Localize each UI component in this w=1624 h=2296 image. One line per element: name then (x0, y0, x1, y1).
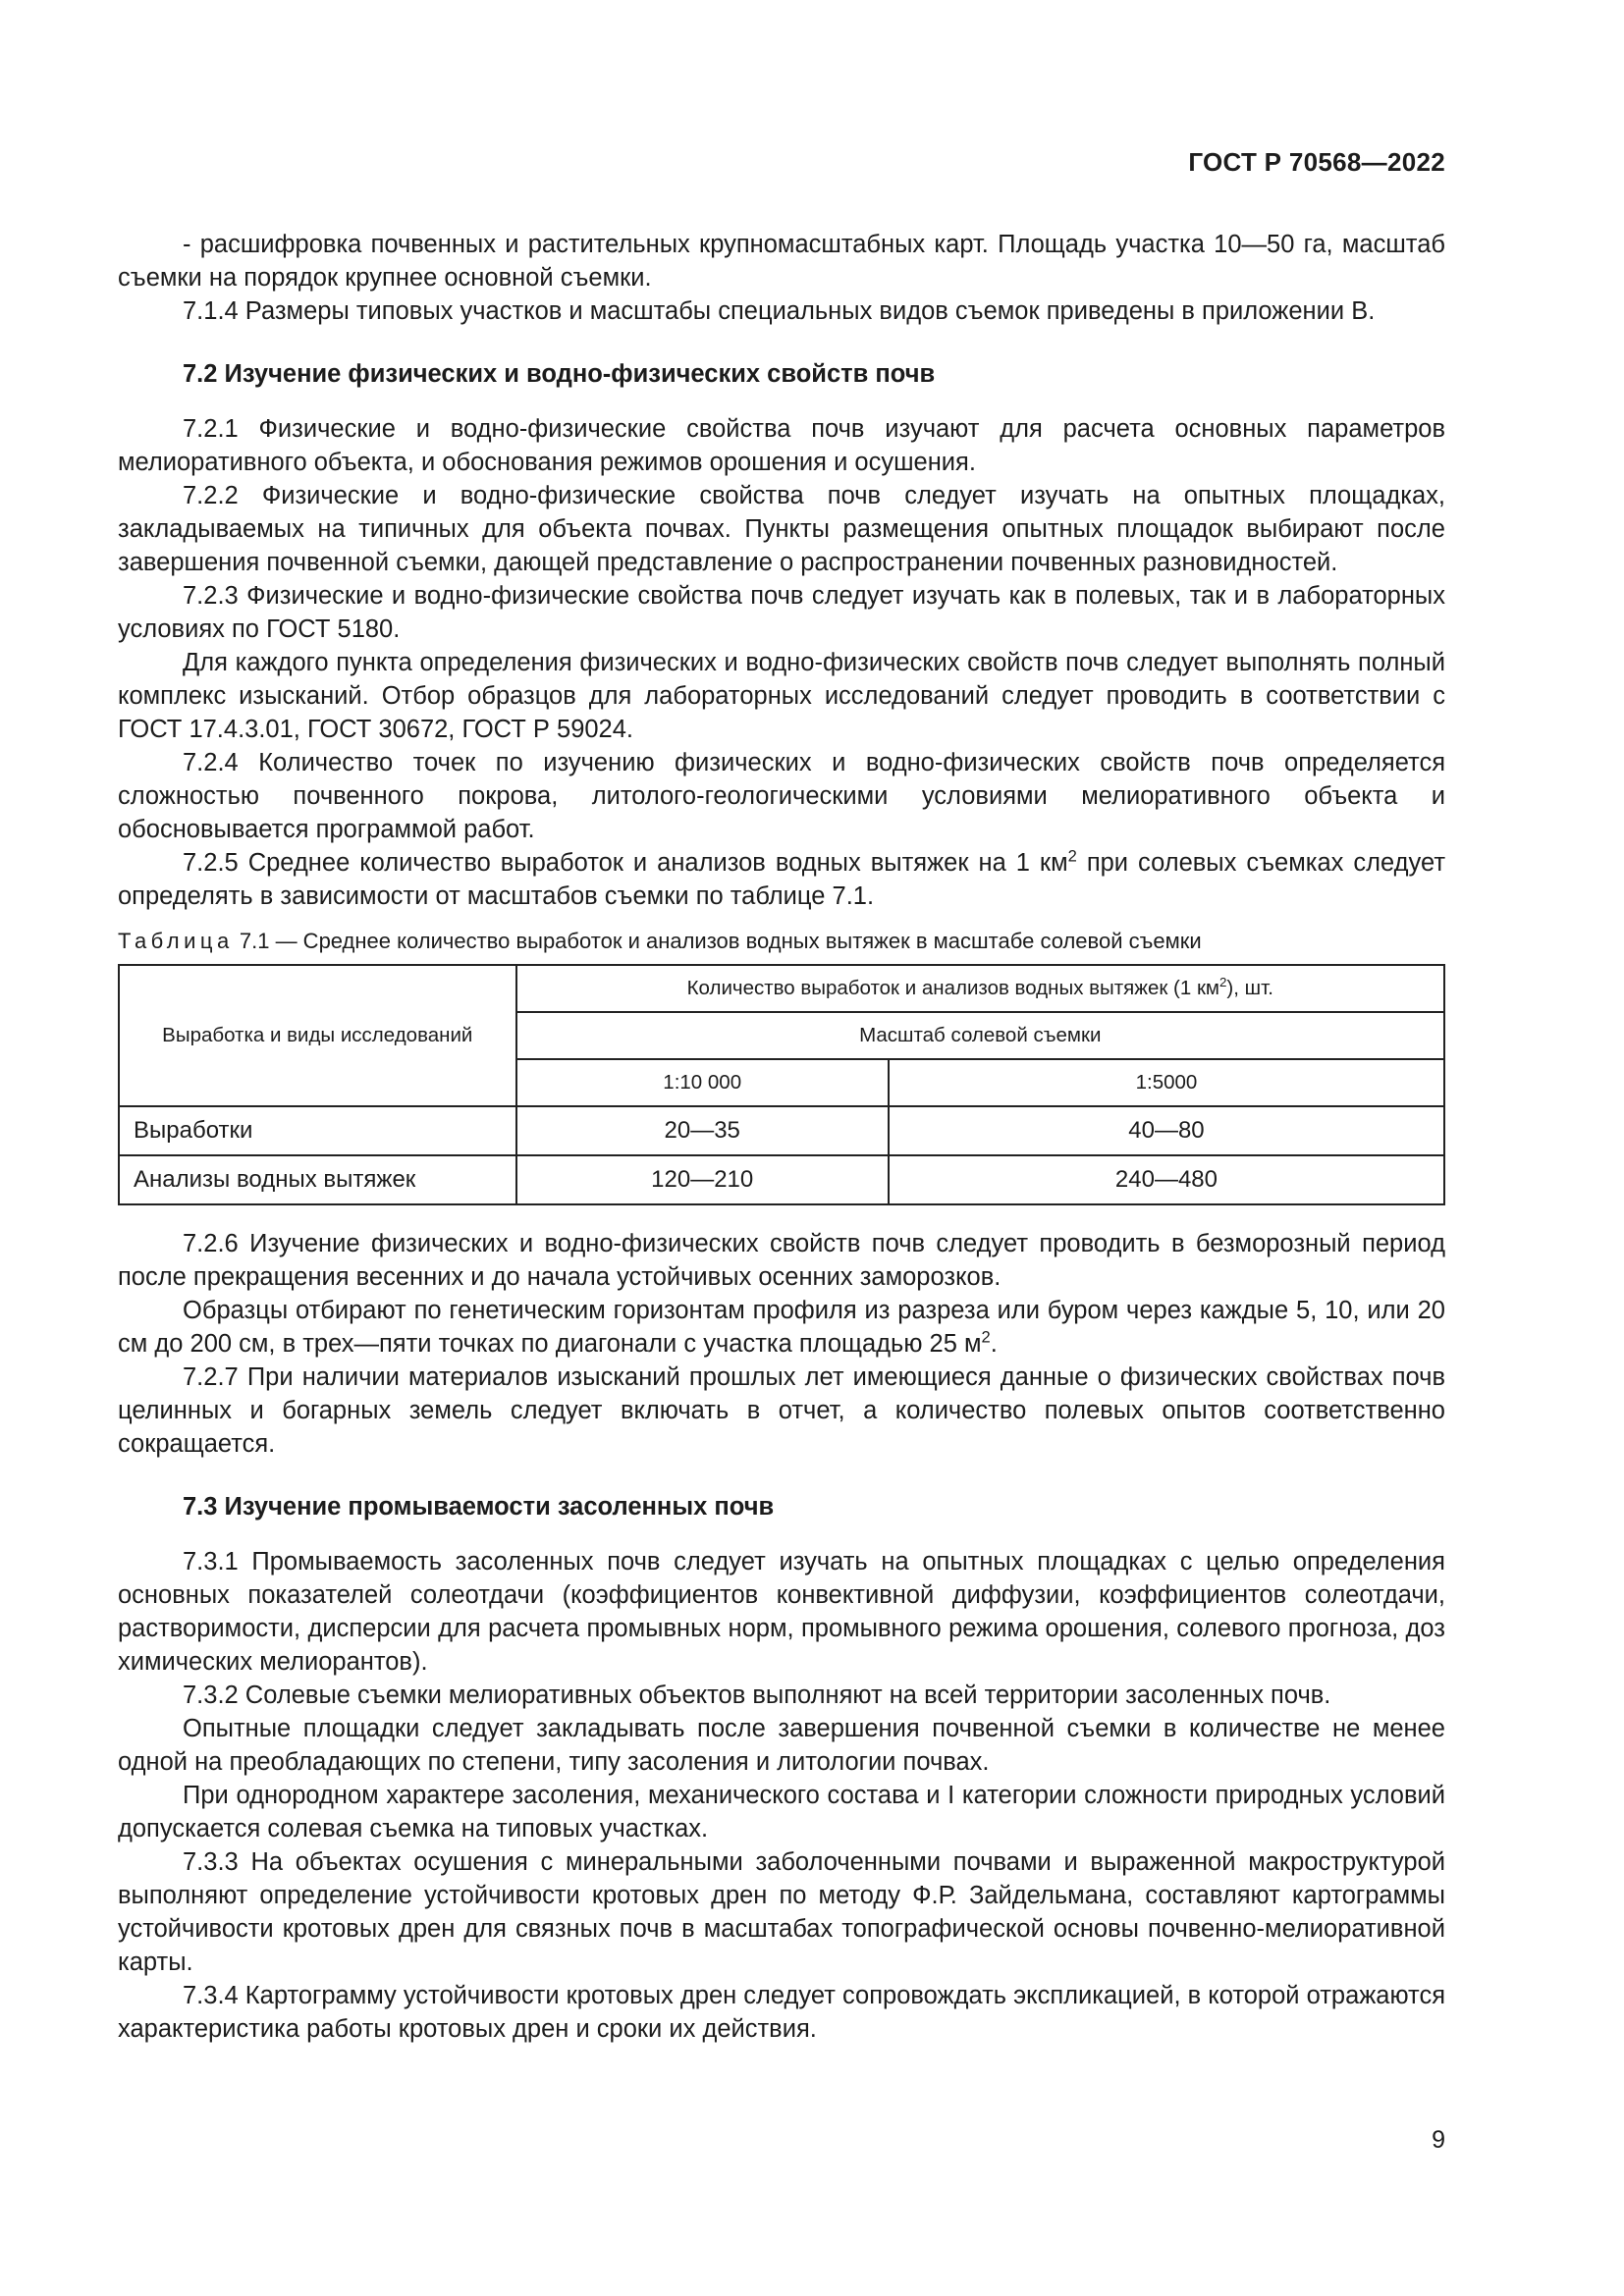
table-header-scale-1: 1:10 000 (516, 1059, 889, 1106)
page-number: 9 (1432, 2126, 1445, 2154)
paragraph: 7.3.2 Солевые съемки мелиоративных объектов выполняют на всей территории засоленных почв. (183, 1682, 1331, 1709)
text-run: Количество выработок и анализов водных вытяжек (1 км (686, 977, 1220, 999)
section-heading-7-2: 7.2 Изучение физических и водно-физических свойств почв (183, 360, 936, 388)
table-header-work-type: Выработка и виды исследований (119, 965, 516, 1106)
paragraph: 7.2.7 При наличии материалов изысканий прошлых лет имеющиеся данные о физических свойствах почв целинных и богарных земель следует включать в отчет, а количество полевых опытов соответственно сокращается. (118, 1363, 1445, 1458)
paragraph: 7.3.4 Картограмму устойчивости кротовых дрен следует сопровождать экспликацией, в которой отражаются характеристика работы кротовых дрен и сроки их действия. (118, 1982, 1446, 2043)
paragraph: 7.2.1 Физические и водно-физические свойства почв изучают для расчета основных параметров мелиоративного объекта, и обоснования режимов орошения и осушения. (118, 415, 1445, 476)
paragraph: 7.1.4 Размеры типовых участков и масштабы специальных видов съемок приведены в приложении В. (183, 297, 1376, 325)
table-caption-word: Таблица (118, 929, 234, 953)
table-row (119, 1106, 1444, 1155)
paragraph-samples (118, 1294, 1445, 1361)
table-cell-value: 40—80 (889, 1106, 1444, 1155)
table-cell-value: 20—35 (516, 1106, 889, 1155)
document-header: ГОСТ Р 70568—2022 (1188, 147, 1445, 177)
paragraph: 7.2.6 Изучение физических и водно-физических свойств почв следует проводить в безморозный период после прекращения весенних и до начала устойчивых осенних заморозков. (118, 1230, 1445, 1291)
paragraph: 7.2.2 Физические и водно-физические свойства почв следует изучать на опытных площадках, закладываемых на типичных для объекта почвах. Пункты размещения опытных площадок выбирают после завершения почвенной съемки, дающей представление о распространении почвенных разновидностей. (118, 482, 1445, 576)
paragraph: Для каждого пункта определения физических и водно-физических свойств почв следует выполнять полный комплекс изысканий. Отбор образцов для лабораторных исследований следует проводить в соответствии с ГОСТ 17.4.3.01, ГОСТ 30672, ГОСТ Р 59024. (118, 649, 1445, 743)
document-body (118, 228, 1445, 2046)
table-caption (118, 927, 1445, 956)
paragraph: 7.3.3 На объектах осушения с минеральными заболоченными почвами и выраженной макроструктурой выполняют определение устойчивости кротовых дрен по методу Ф.Р. Зайдельмана, составляют картограммы устойчивости кротовых дрен для связных почв в масштабах топографической основы почвенно-мелиоративной карты. (118, 1848, 1445, 1976)
text-run: 7.2.5 Среднее количество выработок и анализов водных вытяжек на 1 км (183, 849, 1068, 877)
table-caption-text: 7.1 — Среднее количество выработок и анализов водных вытяжек в масштабе солевой съемки (233, 929, 1202, 953)
text-run: . (990, 1330, 998, 1358)
section-heading-7-3: 7.3 Изучение промываемости засоленных почв (183, 1493, 775, 1521)
paragraph: 7.2.3 Физические и водно-физические свойства почв следует изучать как в полевых, так и в лабораторных условиях по ГОСТ 5180. (118, 582, 1445, 643)
data-table (118, 964, 1445, 1205)
table-header-group (516, 965, 1444, 1012)
superscript: 2 (1219, 975, 1227, 990)
table-cell-label: Выработки (119, 1106, 516, 1155)
paragraph-7-2-5 (118, 846, 1445, 913)
table-header-scale: Масштаб солевой съемки (516, 1012, 1444, 1059)
table-cell-label: Анализы водных вытяжек (119, 1155, 516, 1204)
paragraph: 7.3.1 Промываемость засоленных почв следует изучать на опытных площадках с целью определения основных показателей солеотдачи (коэффициентов конвективной диффузии, коэффициентов солеотдачи, растворимости, дисперсии для расчета промывных норм, промывного режима орошения, солевого прогноза, доз химических мелиорантов). (118, 1548, 1445, 1676)
table-header-scale-2: 1:5000 (889, 1059, 1444, 1106)
paragraph: Опытные площадки следует закладывать после завершения почвенной съемки в количестве не менее одной на преобладающих по степени, типу засоления и литологии почвах. (118, 1715, 1445, 1776)
text-run: при солевых съемках следует определять в зависимости от масштабов съемки по таблице 7.1. (118, 849, 1446, 910)
text-run: Образцы отбирают по генетическим горизонтам профиля из разреза или буром через каждые 5, 10, или 20 см до 200 см, в трех—пяти точках по диагонали с участка площадью 25 м (118, 1297, 1445, 1358)
text-run: ), шт. (1226, 977, 1273, 999)
table-row (119, 1155, 1444, 1204)
paragraph: - расшифровка почвенных и растительных крупномасштабных карт. Площадь участка 10—50 га, масштаб съемки на порядок крупнее основной съемки. (118, 231, 1445, 292)
paragraph: 7.2.4 Количество точек по изучению физических и водно-физических свойств почв определяется сложностью почвенного покрова, литолого-геологическими условиями мелиоративного объекта и обосновывается программой работ. (118, 749, 1445, 843)
paragraph: При однородном характере засоления, механического состава и I категории сложности природных условий допускается солевая съемка на типовых участках. (118, 1782, 1445, 1842)
table-cell-value: 120—210 (516, 1155, 889, 1204)
superscript: 2 (1067, 846, 1077, 866)
superscript: 2 (981, 1327, 991, 1347)
table-cell-value: 240—480 (889, 1155, 1444, 1204)
